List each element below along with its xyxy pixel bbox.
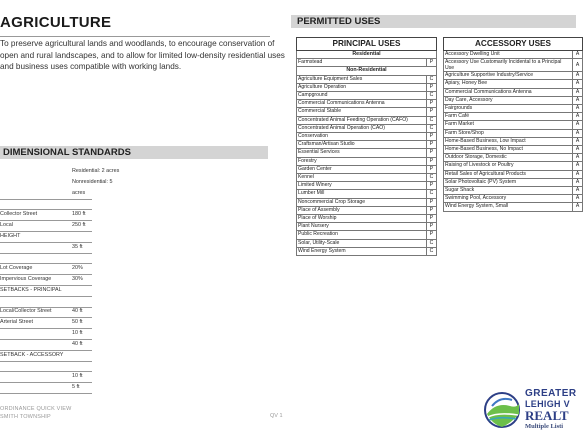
footer-left xyxy=(0,405,72,421)
table-row xyxy=(297,157,437,165)
intro-line: and business uses compatible with working lands. xyxy=(0,62,182,71)
use-name: Public Recreation xyxy=(297,231,427,239)
dimensional-row xyxy=(0,222,92,232)
dimensional-label: SETBACKS - PRINCIPAL xyxy=(0,286,62,293)
logo-line: Multiple Listi xyxy=(525,423,564,430)
use-code: P xyxy=(427,182,437,190)
permitted-uses-header xyxy=(291,15,576,28)
use-name: Farm Store/Shop xyxy=(444,129,573,137)
use-name: Lumber Mill xyxy=(297,190,427,198)
use-code: A xyxy=(573,88,583,96)
table-row xyxy=(297,100,437,108)
dimensional-row xyxy=(0,244,92,254)
table-row xyxy=(297,75,437,83)
dimensional-row xyxy=(0,298,92,308)
use-code: C xyxy=(427,247,437,255)
use-code: P xyxy=(427,141,437,149)
table-row xyxy=(297,92,437,100)
table-row xyxy=(297,141,437,149)
table-row xyxy=(444,203,583,211)
accessory-uses-table xyxy=(443,37,583,212)
table-row xyxy=(297,231,437,239)
dimensional-row xyxy=(0,178,113,188)
realty-logo-text xyxy=(525,388,577,432)
use-code: P xyxy=(427,165,437,173)
use-name: Agriculture Operation xyxy=(297,83,427,91)
dimensional-label: SETBACK - ACCESSORY xyxy=(0,351,64,358)
use-code: A xyxy=(573,129,583,137)
use-name: Agriculture Supportive Industry/Service xyxy=(444,72,573,80)
dimensional-standards-title: DIMENSIONAL STANDARDS xyxy=(3,147,131,158)
use-code: A xyxy=(573,146,583,154)
table-row xyxy=(444,59,583,72)
table-row xyxy=(297,108,437,116)
dimensional-row xyxy=(0,308,92,318)
dimensional-value: 30% xyxy=(72,276,83,282)
use-name: Garden Center xyxy=(297,165,427,173)
intro-line: To preserve agricultural lands and woodlands, to encourage conservation of xyxy=(0,39,275,48)
use-code: A xyxy=(573,105,583,113)
table-row xyxy=(444,113,583,121)
dimensional-label: HEIGHT xyxy=(0,232,21,239)
table-row xyxy=(444,137,583,145)
use-code: C xyxy=(427,239,437,247)
use-code: A xyxy=(573,51,583,59)
use-name: Concentrated Animal Feeding Operation (CAFO) xyxy=(297,116,427,124)
use-code: P xyxy=(427,223,437,231)
table-row xyxy=(297,247,437,255)
table-row xyxy=(444,105,583,113)
use-code: A xyxy=(573,187,583,195)
dimensional-value: acres xyxy=(72,189,86,196)
dimensional-label: Arterial Street xyxy=(0,319,33,326)
intro-text xyxy=(0,38,285,73)
dimensional-value: 50 ft xyxy=(72,319,83,326)
use-name: Craftsman/Artisan Studio xyxy=(297,141,427,149)
use-name: Conservation xyxy=(297,133,427,141)
use-name: Solar Photovoltaic (PV) System xyxy=(444,178,573,186)
table-row xyxy=(297,198,437,206)
use-code: P xyxy=(427,59,437,67)
use-code: A xyxy=(573,72,583,80)
page-number: QV 1 xyxy=(270,413,283,419)
use-code: P xyxy=(427,231,437,239)
table-row xyxy=(297,239,437,247)
use-code: A xyxy=(573,195,583,203)
table-row xyxy=(297,174,437,182)
use-code: P xyxy=(427,108,437,116)
use-name: Noncommercial Crop Storage xyxy=(297,198,427,206)
dimensional-row xyxy=(0,265,92,275)
use-code: C xyxy=(427,92,437,100)
use-name: Swimming Pool, Accessory xyxy=(444,195,573,203)
dimensional-row xyxy=(0,287,92,297)
dimensional-row xyxy=(0,330,92,340)
dimensional-label: Local/Collector Street xyxy=(0,308,52,315)
table-row xyxy=(297,83,437,91)
use-code: A xyxy=(573,80,583,88)
principal-uses-table xyxy=(296,37,437,256)
logo-line: REALT xyxy=(525,408,569,423)
table-row xyxy=(297,206,437,214)
use-name: Home-Based Business, No Impact xyxy=(444,146,573,154)
use-code: A xyxy=(573,154,583,162)
dimensional-row xyxy=(0,233,92,243)
use-code: P xyxy=(427,83,437,91)
accessory-uses-heading: ACCESSORY USES xyxy=(444,38,583,51)
table-row xyxy=(297,59,437,67)
use-code: C xyxy=(427,190,437,198)
dimensional-row xyxy=(0,319,92,329)
use-code: P xyxy=(427,206,437,214)
dimensional-row xyxy=(0,254,92,264)
use-code: A xyxy=(573,59,583,72)
use-name: Limited Winery xyxy=(297,182,427,190)
table-row xyxy=(444,146,583,154)
use-name: Accessory Use Customarily Incidental to a Principal Use xyxy=(444,59,573,72)
table-row xyxy=(297,116,437,124)
title-divider xyxy=(0,36,270,37)
dimensional-row xyxy=(0,373,92,383)
table-row xyxy=(444,121,583,129)
use-name: Apiary, Honey Bee xyxy=(444,80,573,88)
use-name: Kennel xyxy=(297,174,427,182)
dimensional-value: 40 ft xyxy=(72,308,83,315)
table-row xyxy=(297,149,437,157)
use-name: Home-Based Business, Low Impact xyxy=(444,137,573,145)
use-name: Plant Nursery xyxy=(297,223,427,231)
use-name: Retail Sales of Agricultural Products xyxy=(444,170,573,178)
dimensional-row xyxy=(0,352,92,362)
use-name: Outdoor Storage, Domestic xyxy=(444,154,573,162)
use-name: Commercial Communications Antenna xyxy=(297,100,427,108)
principal-category-label: Non-Residential xyxy=(297,67,437,75)
dimensional-value: 10 ft xyxy=(72,373,83,380)
dimensional-value: 35 ft xyxy=(72,243,83,250)
table-row xyxy=(444,51,583,59)
use-code: A xyxy=(573,121,583,129)
table-row xyxy=(297,124,437,132)
use-code: P xyxy=(427,133,437,141)
use-name: Accessory Dwelling Unit xyxy=(444,51,573,59)
use-code: P xyxy=(427,198,437,206)
dimensional-value: Nonresidential: 5 xyxy=(72,178,113,185)
use-name: Fairgrounds xyxy=(444,105,573,113)
use-name: Commercial Stable xyxy=(297,108,427,116)
use-name: Agriculture Equipment Sales xyxy=(297,75,427,83)
use-code: C xyxy=(427,75,437,83)
use-code: C xyxy=(427,174,437,182)
dimensional-label: Collector Street xyxy=(0,211,38,218)
table-row xyxy=(297,190,437,198)
use-name: Farm Café xyxy=(444,113,573,121)
table-row xyxy=(444,80,583,88)
principal-uses-heading: PRINCIPAL USES xyxy=(297,38,437,51)
use-code: A xyxy=(573,203,583,211)
table-row xyxy=(297,215,437,223)
use-code: A xyxy=(573,170,583,178)
dimensional-row xyxy=(0,200,92,210)
table-row xyxy=(297,182,437,190)
dimensional-value: 250 ft xyxy=(72,222,86,228)
dimensional-label: Local xyxy=(0,222,13,228)
use-code: A xyxy=(573,113,583,121)
logo-line: LEHIGH V xyxy=(525,399,570,409)
use-name: Commercial Communications Antenna xyxy=(444,88,573,96)
dimensional-value: 5 ft xyxy=(72,384,80,390)
dimensional-row xyxy=(0,341,92,351)
use-code: P xyxy=(427,215,437,223)
table-row xyxy=(444,88,583,96)
logo-line: GREATER xyxy=(525,388,577,399)
principal-category-label: Residential xyxy=(297,51,437,59)
footer-line: SMITH TOWNSHIP xyxy=(0,414,51,420)
footer-line: ORDINANCE QUICK VIEW xyxy=(0,406,72,412)
use-name: Concentrated Animal Operation (CAO) xyxy=(297,124,427,132)
table-row xyxy=(444,154,583,162)
use-code: A xyxy=(573,96,583,104)
table-row xyxy=(444,187,583,195)
dimensional-value: 10 ft xyxy=(72,330,83,336)
use-name: Essential Services xyxy=(297,149,427,157)
dimensional-label: Lot Coverage xyxy=(0,265,33,272)
use-name: Wind Energy System, Small xyxy=(444,203,573,211)
dimensional-row xyxy=(0,384,92,394)
table-row xyxy=(444,195,583,203)
intro-line: open and rural landscapes, and to allow for limited low-density residential uses xyxy=(0,50,285,60)
dimensional-row xyxy=(0,362,92,372)
dimensional-standards-header xyxy=(0,146,268,159)
table-row xyxy=(444,170,583,178)
dimensional-row xyxy=(0,168,120,177)
use-code: A xyxy=(573,162,583,170)
use-code: A xyxy=(573,137,583,145)
dimensional-value: Residential: 2 acres xyxy=(72,168,120,174)
dimensional-label: Impervious Coverage xyxy=(0,276,52,282)
dimensional-row xyxy=(0,276,92,286)
use-code: P xyxy=(427,100,437,108)
dimensional-row xyxy=(0,190,92,200)
use-name: Day Care, Accessory xyxy=(444,96,573,104)
use-name: Solar, Utility-Scale xyxy=(297,239,427,247)
use-code: P xyxy=(427,149,437,157)
table-row xyxy=(297,133,437,141)
table-row xyxy=(297,223,437,231)
use-code: P xyxy=(427,157,437,165)
use-name: Farmstead xyxy=(297,59,427,67)
use-code: A xyxy=(573,178,583,186)
table-row xyxy=(297,165,437,173)
table-row xyxy=(444,129,583,137)
use-name: Place of Worship xyxy=(297,215,427,223)
use-name: Campground xyxy=(297,92,427,100)
dimensional-value: 20% xyxy=(72,265,83,272)
table-row xyxy=(444,72,583,80)
use-name: Forestry xyxy=(297,157,427,165)
use-name: Place of Assembly xyxy=(297,206,427,214)
permitted-uses-title: PERMITTED USES xyxy=(297,16,381,27)
table-row xyxy=(444,162,583,170)
page-title: AGRICULTURE xyxy=(0,14,112,31)
dimensional-value: 40 ft xyxy=(72,340,83,347)
table-row xyxy=(444,178,583,186)
principal-category-row xyxy=(297,51,437,59)
dimensional-row xyxy=(0,211,92,221)
dimensional-value: 180 ft xyxy=(72,211,86,218)
use-code: C xyxy=(427,116,437,124)
table-row xyxy=(444,96,583,104)
principal-category-row xyxy=(297,67,437,75)
use-code: C xyxy=(427,124,437,132)
use-name: Farm Market xyxy=(444,121,573,129)
use-name: Wind Energy System xyxy=(297,247,427,255)
use-name: Raising of Livestock or Poultry xyxy=(444,162,573,170)
use-name: Sugar Shack xyxy=(444,187,573,195)
